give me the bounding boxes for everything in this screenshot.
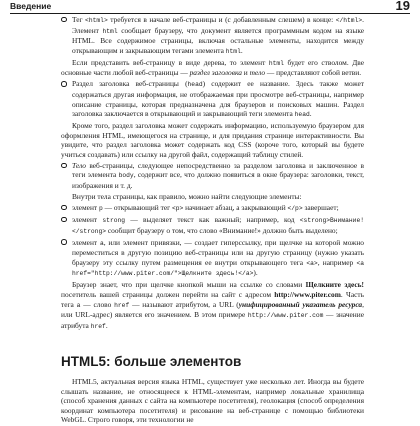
- running-header-title: Введение: [10, 1, 52, 11]
- list-item: элемент a, или элемент привязки, — создает гиперссылку, при щелчке на которой можно переместиться в другую позицию веб-страницы или на другую страницу (нужно указать браузеру эту ссылку путем размещения ее внутри открывающего тега <a>, например <a href="http://www.piter.com/">Щелкните здесь!</a>).: [61, 238, 364, 279]
- bullet-icon: [61, 239, 67, 245]
- bullet-icon: [61, 205, 67, 211]
- list-item: Тег <html> требуется в начале веб-страницы и (с добавленным слешем) в конце: </html>. Элемент html сообщает браузеру, что документ является программным кодом на языке HTML. Все содержимое страницы, включая остальные элементы, находится между открывающим и закрывающим тегами элемента html.: [61, 15, 364, 56]
- list-item: Раздел заголовка веб-страницы (head) содержит ее название. Здесь также может содержаться другая информация, не отображаемая при просмотре веб-страницы, например описание страницы, которая предназначена для браузеров и поисковых машин. Раздел заголовка заключается в открывающий и закрывающий теги элемента head.: [61, 79, 364, 119]
- bullet-icon: [61, 81, 67, 87]
- paragraph: Браузер знает, что при щелчке кнопкой мыши на ссылке со словами Щелкните здесь! посетитель вашей страницы должен перейти на сайт с адресом http://www.piter.com. Часть тега a — слово href — называют атрибутом, а URL (унифицированный указатель ресурса, или URL-адрес) является его значением. В этом примере http://www.piter.com — значение атрибута href.: [61, 280, 365, 330]
- paragraph: Кроме того, раздел заголовка может содержать информацию, используемую браузером для оформления HTML, имеющегося на странице, и для придания странице интерактивности. Вы увидите, что раздел заголовка может содержать код CSS (короче того, который вы будете учиться создавать) или ссылку на другой файл, содержащий таблицу стилей.: [61, 121, 364, 159]
- list-item: Тело веб-страницы, следующее непосредственно за разделом заголовка и заключенное в теги элемента body, содержит все, что должно появиться в окне браузера: заголовки, текст, изображения и т. д.: [61, 161, 364, 191]
- page-content: [61, 15, 364, 333]
- page-number: 19: [395, 0, 410, 13]
- bullet-icon: [61, 17, 67, 23]
- page-header: [10, 0, 410, 14]
- section-heading: HTML5: больше элементов: [61, 354, 242, 369]
- list-item: элемент strong — выделяет текст как важный; например, код <strong>Внимание!</strong> сообщит браузеру о том, что слово «Внимание!» должно быть выделено;: [61, 215, 364, 236]
- page-content-continued: [61, 377, 364, 426]
- list-item: элемент p — открывающий тег <p> начинает абзац, а закрывающий </p> завершает;: [61, 203, 364, 214]
- bullet-icon: [61, 163, 67, 169]
- paragraph: HTML5, актуальная версия языка HTML, существует уже несколько лет. Иногда вы будете слышать название, не относящееся к HTML-элементам, например локальные хранилища (способ хранения данных с сайта на компьютере посетителя), геолокация (способ определения координат компьютера посетителя) и рисование на веб-странице с помощью библиотеки WebGL. Строго говоря, эти технологии не: [61, 377, 364, 425]
- paragraph: Внутри тела страницы, как правило, можно найти следующие элементы:: [72, 192, 302, 202]
- bullet-icon: [61, 217, 67, 223]
- paragraph: Если представить веб-страницу в виде дерева, то элемент html будет его стволом. Две основные части любой веб-страницы — раздел заголовка и тело — представляют собой ветви.: [61, 57, 365, 78]
